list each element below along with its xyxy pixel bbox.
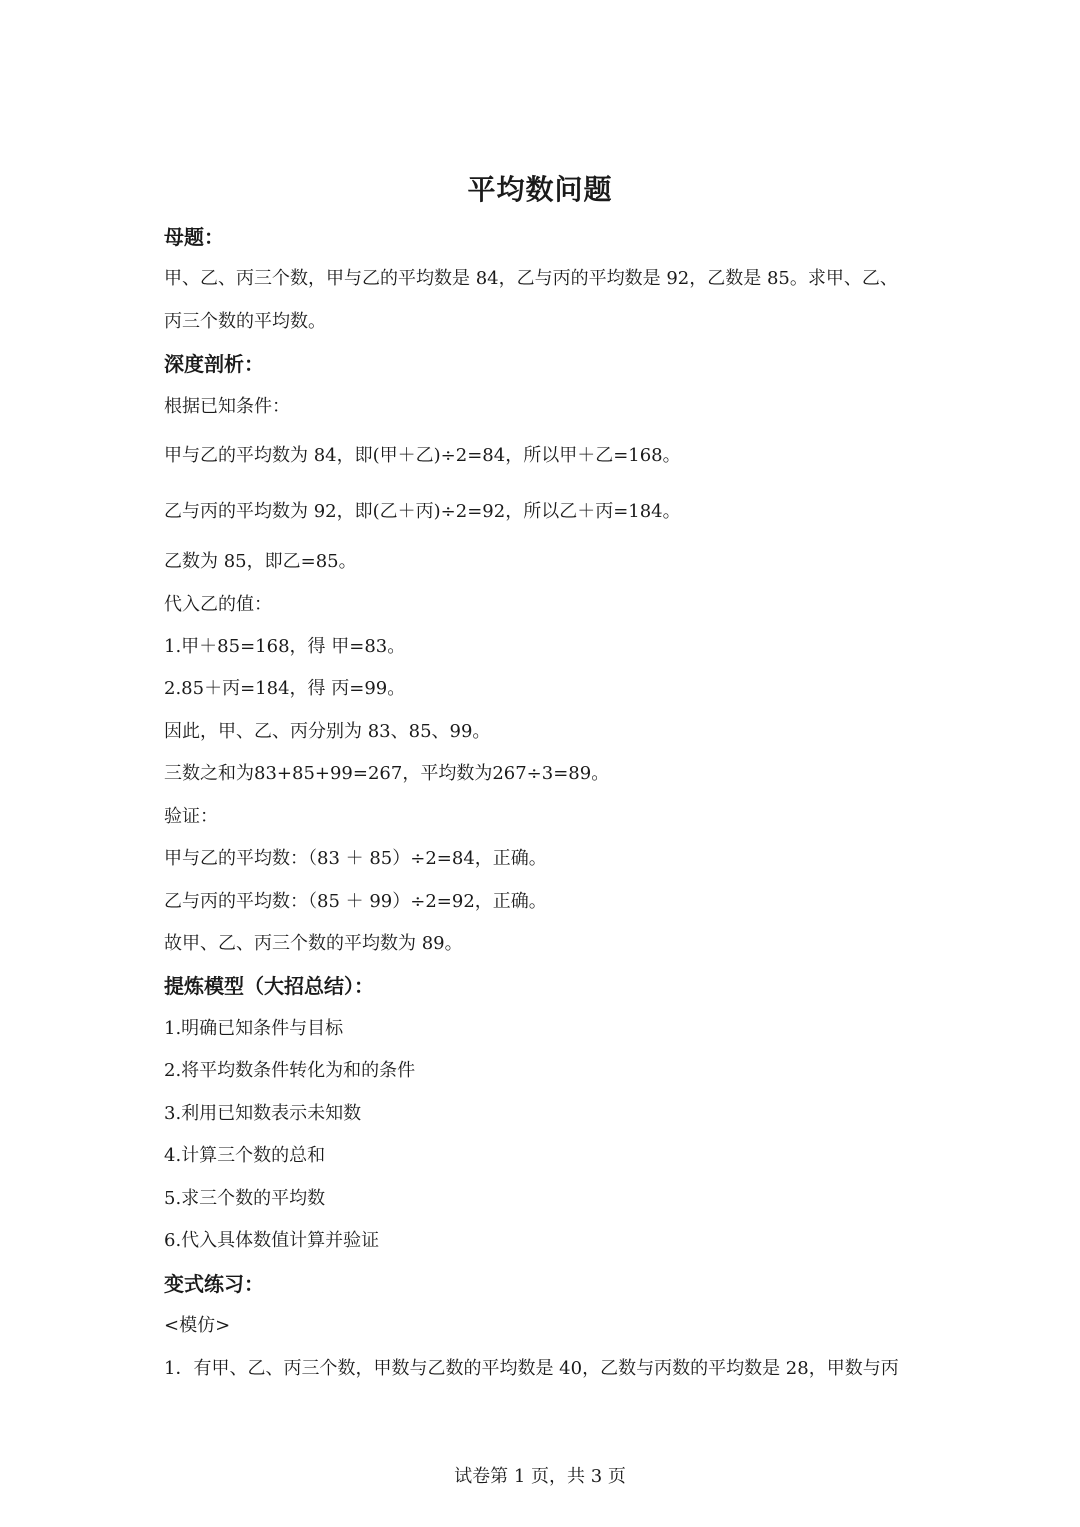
analysis-line: 根据已知条件： <box>164 396 290 417</box>
analysis-line: 代入乙的值： <box>164 594 272 615</box>
model-step: 5.求三个数的平均数 <box>164 1188 326 1209</box>
analysis-line: 乙数为 85，即乙=85。 <box>164 551 357 572</box>
analysis-line: 甲与乙的平均数：（83 ＋ 85）÷2=84，正确。 <box>164 848 547 869</box>
analysis-line: 因此，甲、乙、丙分别为 83、85、99。 <box>164 721 491 742</box>
practice-heading: 变式练习： <box>164 1272 264 1296</box>
practice-question-1: 1．有甲、乙、丙三个数，甲数与乙数的平均数是 40，乙数与丙数的平均数是 28，甲数与丙 <box>164 1358 899 1379</box>
problem-text-line-2: 丙三个数的平均数。 <box>164 311 326 332</box>
analysis-line: 2.85＋丙=184，得 丙=99。 <box>164 678 406 699</box>
model-step: 2.将平均数条件转化为和的条件 <box>164 1060 416 1081</box>
problem-text-line-1: 甲、乙、丙三个数，甲与乙的平均数是 84，乙与丙的平均数是 92，乙数是 85。求甲、乙、 <box>164 268 898 289</box>
problem-heading: 母题： <box>164 225 224 249</box>
page-title: 平均数问题 <box>467 173 613 206</box>
analysis-line: 验证： <box>164 806 218 827</box>
model-step: 6.代入具体数值计算并验证 <box>164 1230 380 1251</box>
page-footer: 试卷第 1 页，共 3 页 <box>454 1466 626 1487</box>
analysis-line: 故甲、乙、丙三个数的平均数为 89。 <box>164 933 463 954</box>
model-step: 3.利用已知数表示未知数 <box>164 1103 362 1124</box>
analysis-line: 甲与乙的平均数为 84，即(甲＋乙)÷2=84，所以甲＋乙=168。 <box>164 445 681 466</box>
model-step: 1.明确已知条件与目标 <box>164 1018 344 1039</box>
model-heading: 提炼模型（大招总结）： <box>164 974 374 998</box>
analysis-line: 三数之和为83+85+99=267，平均数为267÷3=89。 <box>164 763 610 784</box>
model-step: 4.计算三个数的总和 <box>164 1145 326 1166</box>
analysis-line: 乙与丙的平均数为 92，即(乙＋丙)÷2=92，所以乙＋丙=184。 <box>164 501 681 522</box>
analysis-line: 乙与丙的平均数：（85 ＋ 99）÷2=92，正确。 <box>164 891 547 912</box>
analysis-line: 1.甲＋85=168，得 甲=83。 <box>164 636 406 657</box>
analysis-heading: 深度剖析： <box>164 352 264 376</box>
practice-subheading: <模仿> <box>164 1315 231 1336</box>
